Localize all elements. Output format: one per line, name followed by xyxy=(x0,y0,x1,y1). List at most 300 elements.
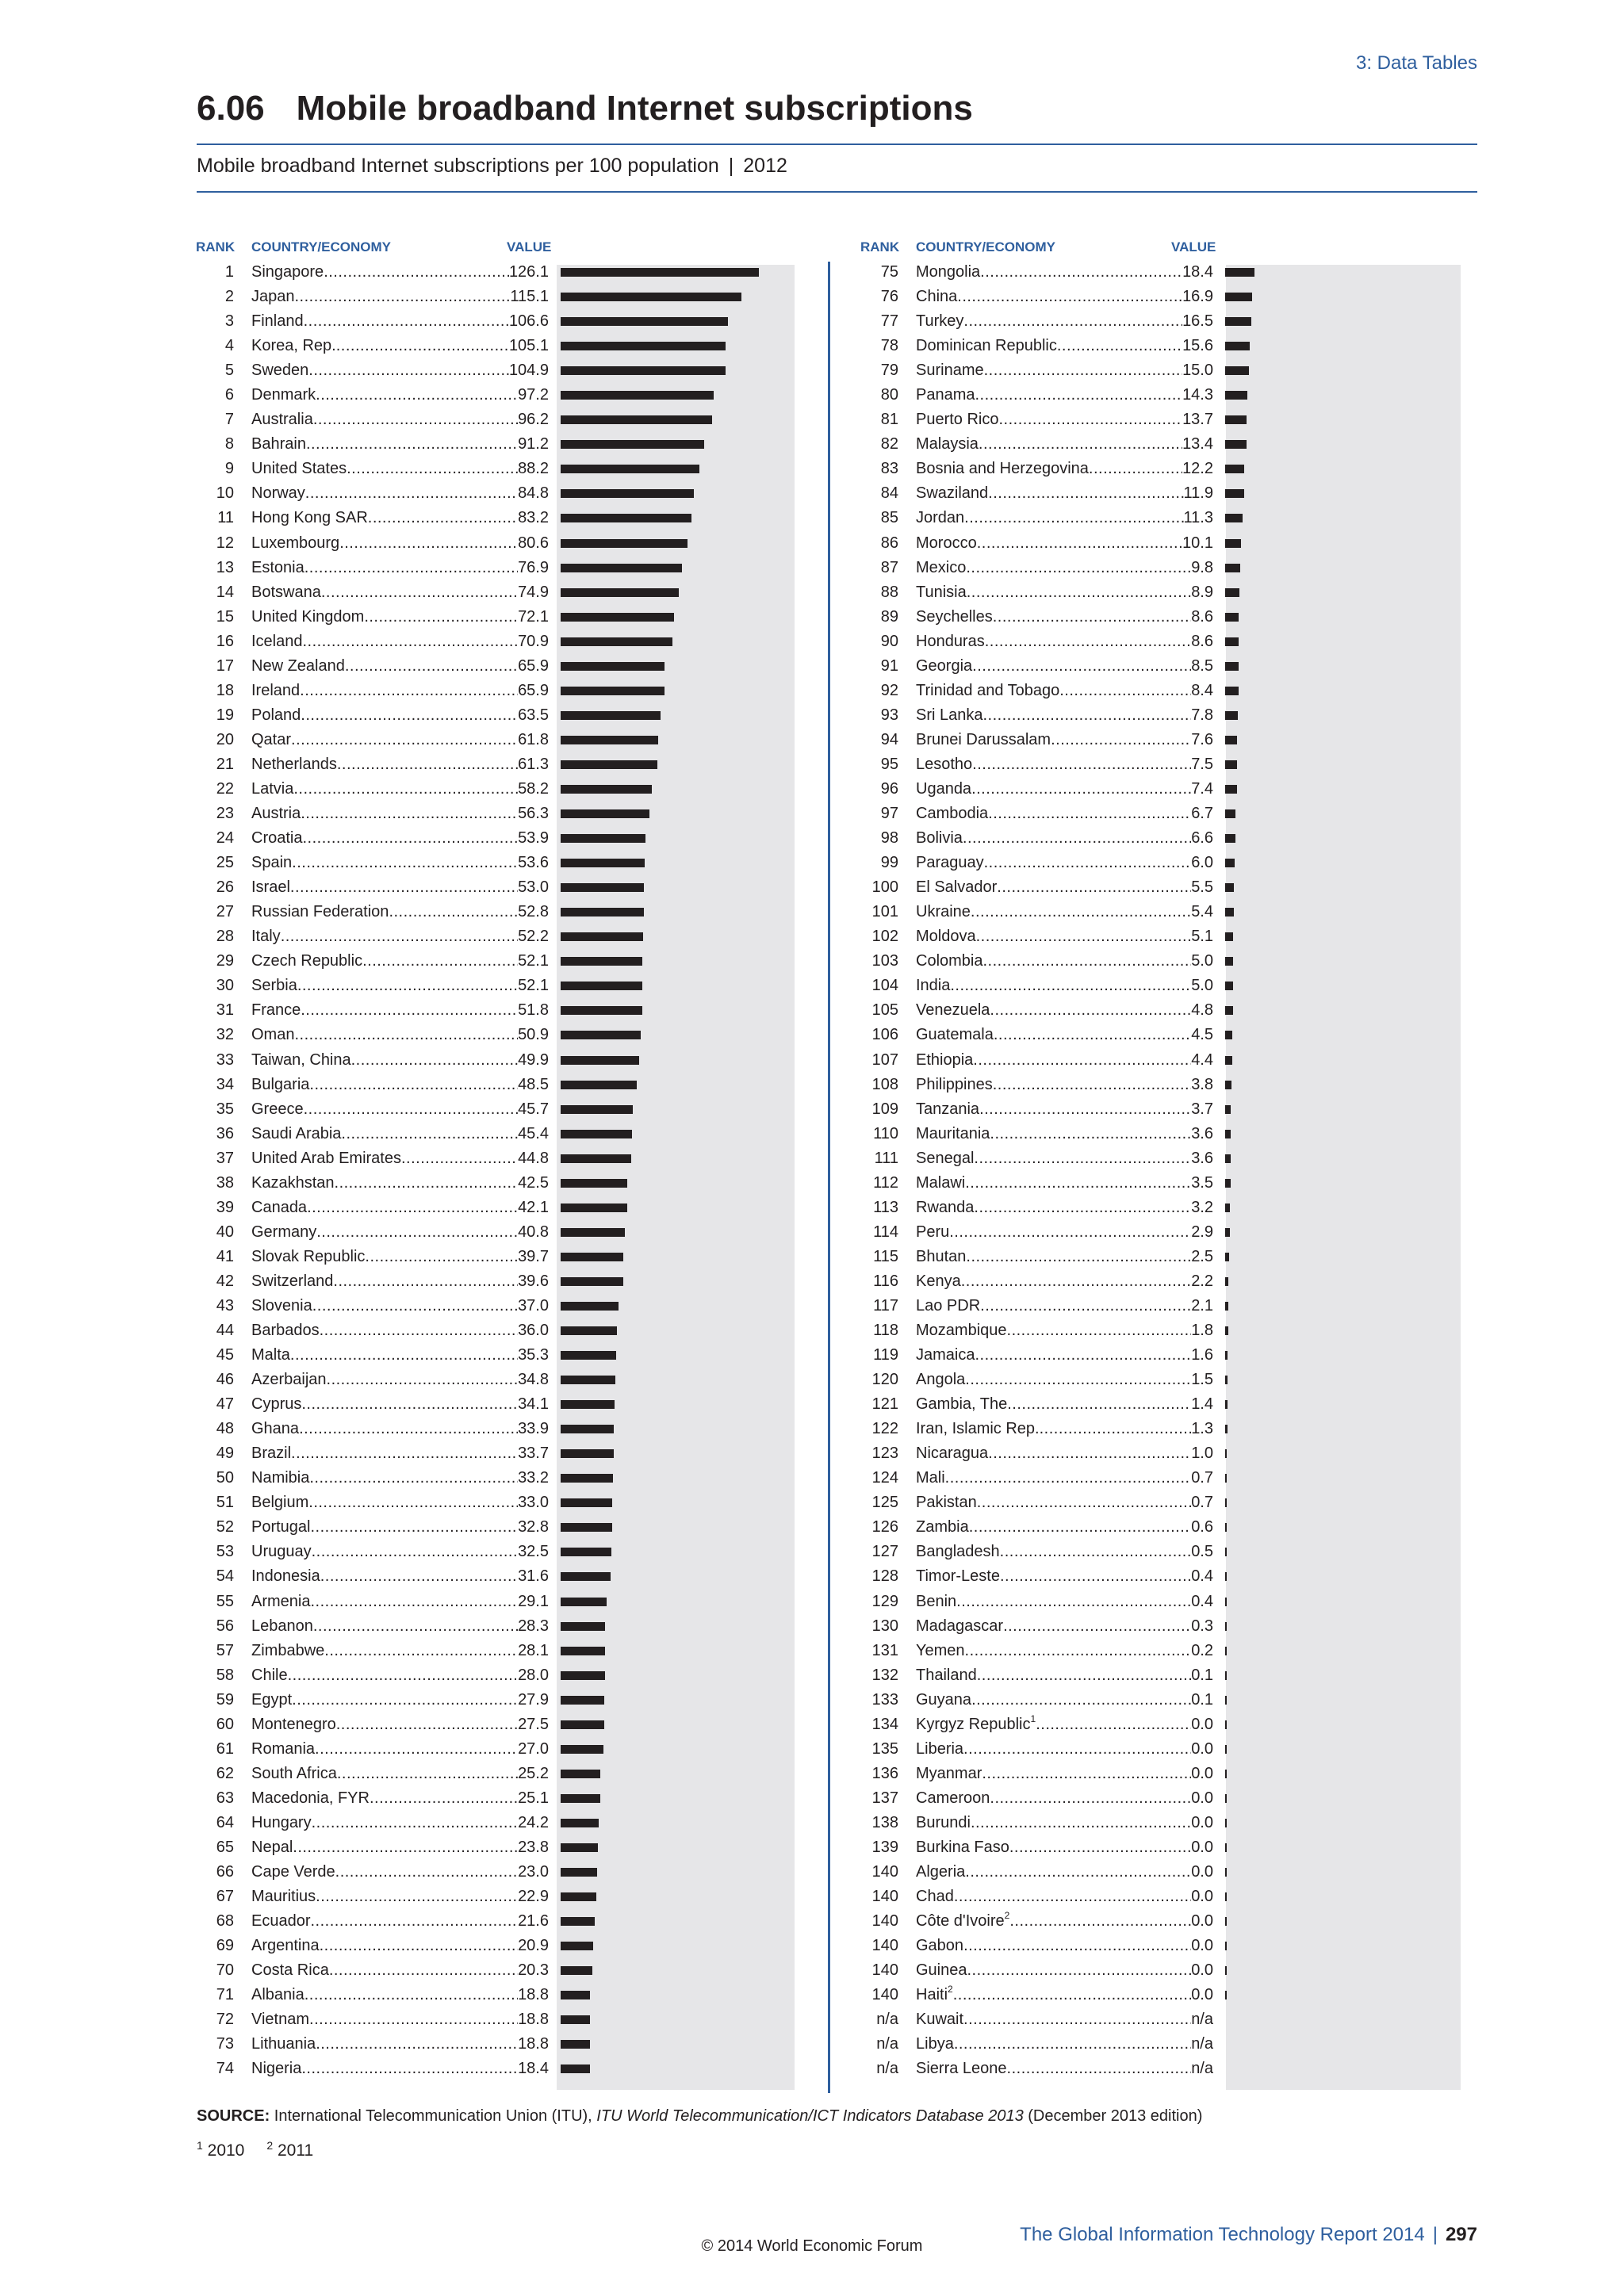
row-leader-dots xyxy=(302,826,518,851)
row-rank: 78 xyxy=(880,337,898,355)
row-country: Philippines xyxy=(916,1075,993,1093)
table-row xyxy=(196,432,799,457)
row-country-cell xyxy=(916,1146,1213,1171)
row-leader-dots xyxy=(957,285,1182,309)
row-leader-dots xyxy=(980,1294,1191,1318)
row-bar xyxy=(1225,415,1247,424)
table-row xyxy=(196,1417,799,1441)
table-row xyxy=(860,851,1463,875)
row-value: 27.9 xyxy=(518,1690,549,1709)
row-value: n/a xyxy=(1191,2035,1213,2053)
table-row xyxy=(860,1860,1463,1885)
table-row xyxy=(860,605,1463,629)
row-rank: 14 xyxy=(216,583,234,601)
row-bar xyxy=(1225,1179,1231,1188)
row-country-cell xyxy=(916,949,1213,974)
row-country-name xyxy=(916,506,964,530)
row-country-cell xyxy=(251,728,549,752)
row-country: Bolivia xyxy=(916,829,963,848)
row-leader-dots xyxy=(339,531,518,556)
row-bar xyxy=(561,366,726,375)
table-row xyxy=(196,1688,799,1712)
row-value: 51.8 xyxy=(518,1001,549,1020)
row-rank: 132 xyxy=(871,1666,898,1684)
table-row xyxy=(860,1614,1463,1639)
row-rank: 75 xyxy=(880,263,898,281)
table-row xyxy=(196,1146,799,1171)
row-country-cell xyxy=(916,654,1213,679)
row-rank: 45 xyxy=(216,1346,234,1364)
row-country: Lebanon xyxy=(251,1617,313,1635)
row-value: 5.1 xyxy=(1191,928,1213,946)
row-value: 27.0 xyxy=(518,1739,549,1758)
row-rank: 112 xyxy=(873,1173,898,1192)
table-row xyxy=(196,1811,799,1835)
row-leader-dots xyxy=(963,2007,1191,2032)
row-country: Cape Verde xyxy=(251,1863,335,1881)
row-country-name xyxy=(251,802,301,826)
row-bar xyxy=(561,489,694,498)
row-rank: 80 xyxy=(880,386,898,404)
row-country: Thailand xyxy=(916,1666,977,1684)
row-leader-dots xyxy=(313,408,518,432)
row-value: 11.3 xyxy=(1183,509,1213,527)
row-bar xyxy=(1225,539,1241,548)
row-country-name xyxy=(251,875,290,900)
row-country-name xyxy=(916,1245,966,1269)
row-country: Sierra Leone xyxy=(916,2060,1007,2078)
row-rank: 50 xyxy=(216,1469,234,1487)
table-row xyxy=(196,285,799,309)
row-country-cell xyxy=(916,334,1213,358)
row-leader-dots xyxy=(1009,1909,1191,1934)
row-bar xyxy=(1225,1449,1227,1458)
row-rank: 28 xyxy=(216,928,234,946)
table-row xyxy=(196,309,799,334)
row-country-cell xyxy=(916,998,1213,1023)
row-value: 1.3 xyxy=(1191,1420,1213,1438)
row-bar xyxy=(561,465,699,473)
row-country: Ethiopia xyxy=(916,1050,974,1069)
row-country-name xyxy=(251,1762,337,1786)
row-rank: 140 xyxy=(871,1937,898,1955)
report-title: The Global Information Technology Report 2014 xyxy=(1020,2224,1425,2245)
row-value: 8.6 xyxy=(1191,607,1213,626)
row-country-name xyxy=(251,1786,370,1811)
row-bar xyxy=(1225,1056,1232,1065)
row-country-name xyxy=(916,334,1057,358)
row-value: 0.0 xyxy=(1191,1715,1213,1733)
row-bar xyxy=(561,1696,604,1705)
table-row xyxy=(196,875,799,900)
row-leader-dots xyxy=(993,605,1191,629)
row-country-cell xyxy=(916,1122,1213,1146)
table-row xyxy=(196,1343,799,1368)
row-value: 0.0 xyxy=(1191,1813,1213,1831)
row-leader-dots xyxy=(1089,457,1182,481)
footnote-2-mark: 2 xyxy=(266,2139,274,2152)
row-country-name xyxy=(916,1737,963,1762)
row-value: 0.0 xyxy=(1191,1912,1213,1931)
row-country: Singapore xyxy=(251,263,324,281)
row-country: Netherlands xyxy=(251,755,337,773)
row-country: Kyrgyz Republic xyxy=(916,1715,1031,1733)
row-leader-dots xyxy=(945,1466,1192,1490)
table-row xyxy=(196,1663,799,1688)
row-country: Taiwan, China xyxy=(251,1050,351,1069)
row-country: Benin xyxy=(916,1592,957,1610)
row-country-name xyxy=(916,531,977,556)
row-leader-dots xyxy=(1059,679,1191,703)
row-country-cell xyxy=(251,334,549,358)
row-rank: n/a xyxy=(876,2035,898,2053)
row-rank: 32 xyxy=(216,1026,234,1044)
row-value: 3.8 xyxy=(1191,1075,1213,1093)
row-bar xyxy=(561,1376,615,1384)
row-country-cell xyxy=(916,728,1213,752)
row-value: 1.8 xyxy=(1191,1322,1213,1340)
row-country-cell xyxy=(916,1490,1213,1515)
row-country-cell xyxy=(251,1811,549,1835)
row-country-name xyxy=(251,1171,335,1196)
row-bar xyxy=(1225,613,1239,622)
row-country: Cyprus xyxy=(251,1395,302,1414)
column-header-right xyxy=(860,236,1463,260)
row-leader-dots xyxy=(290,1343,518,1368)
row-bar xyxy=(1225,1942,1227,1950)
row-leader-dots xyxy=(965,1860,1191,1885)
row-bar xyxy=(1225,1770,1227,1778)
row-country: Seychelles xyxy=(916,607,993,626)
row-rank: 105 xyxy=(871,1001,898,1020)
row-leader-dots xyxy=(963,309,1182,334)
row-bar xyxy=(561,1622,605,1631)
row-rank: 123 xyxy=(871,1445,898,1463)
table-row xyxy=(860,408,1463,432)
row-leader-dots xyxy=(949,1220,1191,1245)
table-row xyxy=(196,605,799,629)
row-leader-dots xyxy=(984,851,1192,875)
row-value: 40.8 xyxy=(518,1223,549,1241)
row-country-cell xyxy=(251,1515,549,1540)
row-country-cell xyxy=(916,1909,1213,1934)
source-prefix: International Telecommunication Union (ITU), xyxy=(274,2107,592,2125)
row-country: Timor-Leste xyxy=(916,1567,1000,1586)
row-bar xyxy=(1225,1400,1228,1409)
row-rank: 22 xyxy=(216,779,234,798)
row-country-cell xyxy=(251,1343,549,1368)
row-country-cell xyxy=(916,1786,1213,1811)
row-country: Greece xyxy=(251,1100,304,1118)
row-bar xyxy=(1225,957,1233,966)
row-country-name xyxy=(916,728,1051,752)
row-value: 91.2 xyxy=(518,435,549,453)
table-row xyxy=(860,679,1463,703)
page-title xyxy=(197,89,973,128)
row-country-name xyxy=(251,580,321,605)
table-row xyxy=(860,358,1463,383)
row-country: Slovenia xyxy=(251,1296,312,1314)
row-country-cell xyxy=(251,358,549,383)
row-country-name xyxy=(251,531,339,556)
row-leader-dots xyxy=(979,432,1182,457)
row-bar xyxy=(561,2064,590,2073)
row-country: Iceland xyxy=(251,632,303,650)
row-bar xyxy=(561,1819,599,1827)
row-country: Trinidad and Tobago xyxy=(916,681,1060,699)
row-country-cell xyxy=(251,1023,549,1047)
row-country-name xyxy=(251,974,297,998)
row-rank: 35 xyxy=(216,1100,234,1118)
row-leader-dots xyxy=(368,506,518,530)
row-country: Italy xyxy=(251,928,281,946)
table-row xyxy=(196,851,799,875)
row-rank: 84 xyxy=(880,484,898,503)
row-country: Bahrain xyxy=(251,435,306,453)
table-row xyxy=(196,1983,799,2007)
row-country-name xyxy=(251,1269,333,1294)
row-bar xyxy=(1225,1548,1227,1556)
table-row xyxy=(860,900,1463,924)
row-leader-dots xyxy=(973,1048,1191,1073)
row-country: Hungary xyxy=(251,1813,312,1831)
row-country-cell xyxy=(916,260,1213,285)
row-country: Vietnam xyxy=(251,2011,310,2029)
row-country-name xyxy=(251,1663,288,1688)
table-row xyxy=(860,334,1463,358)
row-value: 12.2 xyxy=(1182,460,1213,478)
row-country-cell xyxy=(251,703,549,728)
table-row xyxy=(860,826,1463,851)
table-row xyxy=(196,1294,799,1318)
row-bar xyxy=(561,662,665,671)
row-country-cell xyxy=(251,506,549,530)
row-rank: 125 xyxy=(871,1494,898,1512)
table-row xyxy=(860,1934,1463,1958)
row-rank: 89 xyxy=(880,607,898,626)
row-value: 52.1 xyxy=(518,952,549,970)
row-country: Sweden xyxy=(251,362,309,380)
row-value: 1.0 xyxy=(1191,1445,1213,1463)
row-country-name xyxy=(916,924,976,949)
row-country-cell xyxy=(251,1392,549,1417)
row-country: Paraguay xyxy=(916,854,984,872)
row-value: 5.4 xyxy=(1191,903,1213,921)
row-leader-dots xyxy=(967,580,1191,605)
row-leader-dots xyxy=(336,1712,518,1737)
row-value: 2.1 xyxy=(1191,1296,1213,1314)
row-leader-dots xyxy=(979,1097,1191,1122)
row-country-cell xyxy=(916,1983,1213,2007)
row-country-name xyxy=(251,605,364,629)
row-leader-dots xyxy=(982,949,1191,974)
row-country-cell xyxy=(251,1909,549,1934)
row-leader-dots xyxy=(292,1688,518,1712)
table-row xyxy=(196,1097,799,1122)
row-country-cell xyxy=(251,679,549,703)
row-country-name xyxy=(251,2032,316,2057)
table-row xyxy=(860,1048,1463,1073)
source-label: SOURCE: xyxy=(197,2107,270,2125)
row-country: Turkey xyxy=(916,312,964,331)
row-country-name xyxy=(251,1048,351,1073)
table-row xyxy=(196,679,799,703)
row-bar xyxy=(1225,1498,1227,1507)
row-bar xyxy=(1225,1376,1228,1384)
row-country-name xyxy=(251,1122,341,1146)
row-country-cell xyxy=(251,1590,549,1614)
row-bar xyxy=(1225,342,1250,350)
row-leader-dots xyxy=(336,334,509,358)
row-value: 23.8 xyxy=(518,1839,549,1856)
table-row xyxy=(860,752,1463,777)
row-value: 0.7 xyxy=(1191,1494,1213,1512)
row-country-cell xyxy=(251,851,549,875)
row-leader-dots xyxy=(312,1540,518,1564)
row-country: Moldova xyxy=(916,928,976,946)
row-rank: 81 xyxy=(880,411,898,429)
row-leader-dots xyxy=(990,1122,1191,1146)
row-country-name xyxy=(916,1835,1009,1860)
row-leader-dots xyxy=(993,1073,1191,1097)
row-country-cell xyxy=(251,1663,549,1688)
row-bar xyxy=(561,1720,604,1729)
row-leader-dots xyxy=(364,605,518,629)
row-country-cell xyxy=(251,1983,549,2007)
row-leader-dots xyxy=(291,1441,518,1466)
row-country-name xyxy=(916,2057,1007,2081)
table-row xyxy=(196,1762,799,1786)
table-row xyxy=(196,728,799,752)
row-leader-dots xyxy=(1057,334,1182,358)
row-bar xyxy=(561,1917,595,1926)
row-rank: 12 xyxy=(216,534,234,552)
row-leader-dots xyxy=(969,1515,1191,1540)
row-leader-dots xyxy=(311,1909,519,1934)
row-bar xyxy=(561,1351,616,1360)
table-row xyxy=(860,1466,1463,1490)
row-country-cell xyxy=(916,1294,1213,1318)
row-bar xyxy=(561,834,645,843)
row-country-cell xyxy=(916,1934,1213,1958)
row-leader-dots xyxy=(304,1983,518,2007)
row-leader-dots xyxy=(977,1490,1191,1515)
row-leader-dots xyxy=(290,875,518,900)
row-country-name xyxy=(251,1343,290,1368)
row-value: 10.1 xyxy=(1182,534,1213,552)
row-leader-dots xyxy=(984,358,1182,383)
row-leader-dots xyxy=(335,1171,519,1196)
row-country: Malaysia xyxy=(916,435,979,453)
row-bar xyxy=(1225,514,1243,522)
row-value: 70.9 xyxy=(518,632,549,650)
row-country: South Africa xyxy=(251,1764,337,1782)
row-country-cell xyxy=(251,285,549,309)
row-country: Bhutan xyxy=(916,1247,967,1265)
row-rank: 140 xyxy=(871,1863,898,1881)
row-country-cell xyxy=(916,1318,1213,1343)
row-rank: 140 xyxy=(871,1961,898,1980)
table-row xyxy=(196,1023,799,1047)
row-rank: 87 xyxy=(880,558,898,576)
row-bar xyxy=(561,1647,605,1655)
row-rank: 135 xyxy=(871,1739,898,1758)
row-country: Mozambique xyxy=(916,1322,1007,1340)
row-country-cell xyxy=(251,654,549,679)
row-value: 3.5 xyxy=(1191,1173,1213,1192)
row-country-cell xyxy=(251,1639,549,1663)
table-row xyxy=(196,1712,799,1737)
table-row xyxy=(860,2057,1463,2081)
row-value: 65.9 xyxy=(518,681,549,699)
row-leader-dots xyxy=(985,629,1191,654)
row-country: Yemen xyxy=(916,1641,965,1659)
table-row xyxy=(196,531,799,556)
table-row xyxy=(860,457,1463,481)
row-bar xyxy=(1225,1474,1227,1483)
row-country-name xyxy=(916,383,975,408)
row-country-name xyxy=(916,1122,990,1146)
row-bar xyxy=(1225,465,1244,473)
row-country-name xyxy=(251,1318,320,1343)
row-rank: 127 xyxy=(871,1543,898,1561)
row-leader-dots xyxy=(1009,1835,1191,1860)
row-country-name xyxy=(916,875,997,900)
row-leader-dots xyxy=(301,1392,518,1417)
row-leader-dots xyxy=(341,1122,518,1146)
row-leader-dots xyxy=(401,1146,518,1171)
row-country-cell xyxy=(916,1073,1213,1097)
row-leader-dots xyxy=(980,260,1182,285)
row-leader-dots xyxy=(316,2032,518,2057)
row-value: 80.6 xyxy=(518,534,549,552)
row-country-cell xyxy=(916,1688,1213,1712)
row-rank: 111 xyxy=(874,1149,898,1167)
row-bar xyxy=(561,1598,607,1606)
row-bar xyxy=(561,1302,619,1311)
row-rank: 27 xyxy=(216,903,234,921)
row-rank: 134 xyxy=(871,1715,898,1733)
row-leader-dots xyxy=(293,1835,518,1860)
row-rank: 93 xyxy=(880,706,898,724)
row-country: Ukraine xyxy=(916,903,971,921)
row-country-cell xyxy=(251,1885,549,1909)
row-value: 22.9 xyxy=(518,1888,549,1906)
row-value: 8.9 xyxy=(1191,583,1213,601)
row-country: Macedonia, FYR xyxy=(251,1789,370,1807)
row-leader-dots xyxy=(305,481,518,506)
row-bar xyxy=(561,1548,611,1556)
row-leader-dots xyxy=(1007,1392,1191,1417)
title-rule xyxy=(197,144,1477,145)
header-rank: RANK xyxy=(860,239,900,254)
row-country: Albania xyxy=(251,1986,304,2004)
row-country-name xyxy=(251,1023,294,1047)
row-country-name xyxy=(251,1097,304,1122)
row-value: 65.9 xyxy=(518,656,549,675)
row-country-cell xyxy=(916,1762,1213,1786)
row-country-name xyxy=(251,1146,401,1171)
row-country-name xyxy=(916,1196,974,1220)
row-country-name xyxy=(916,851,984,875)
row-value: 83.2 xyxy=(518,509,549,527)
row-country-name xyxy=(251,408,313,432)
row-country-name xyxy=(251,1958,329,1983)
table-row xyxy=(196,654,799,679)
footnotes xyxy=(197,2139,313,2160)
row-country-name xyxy=(251,260,324,285)
row-bar xyxy=(561,2015,590,2024)
